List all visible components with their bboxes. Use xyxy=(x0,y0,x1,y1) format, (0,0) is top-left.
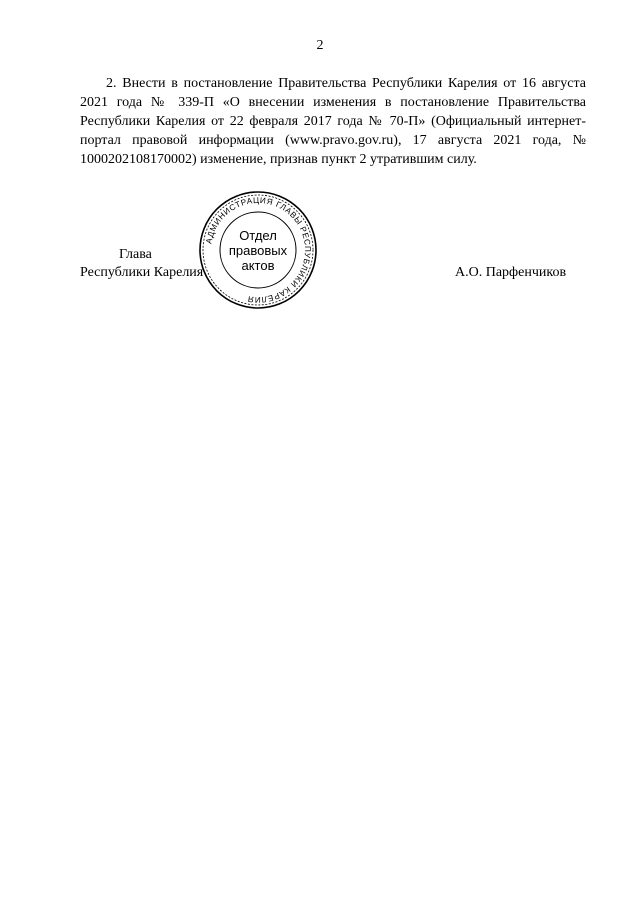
signatory-position-line2: Республики Карелия xyxy=(80,265,204,280)
stamp-center-line3: актов xyxy=(241,258,275,273)
page-number: 2 xyxy=(316,38,324,53)
official-stamp xyxy=(196,188,320,312)
paragraph-item-2: 2. Внести в постановление Правительства Республики Карелия от 16 августа 2021 года № 339-П «О внесении изменения в постановление Правительства Республики Карелия от 22 февраля 2017 года № 70-П» (Официальный интернет-портал правовой информации (www.pravo.gov.ru), 17 августа 2021 года, № 1000202108170002) изменение, признав пункт 2 утратившим силу. xyxy=(80,76,586,167)
signatory-position-line1: Глава xyxy=(119,247,152,262)
stamp-center-line2: правовых xyxy=(228,243,288,258)
signatory-name: А.О. Парфенчиков xyxy=(455,265,567,280)
stamp-center-line1: Отдел xyxy=(239,228,277,243)
stamp-ring-text: АДМИНИСТРАЦИЯ ГЛАВЫ РЕСПУБЛИКИ КАРЕЛИЯ xyxy=(204,195,313,305)
